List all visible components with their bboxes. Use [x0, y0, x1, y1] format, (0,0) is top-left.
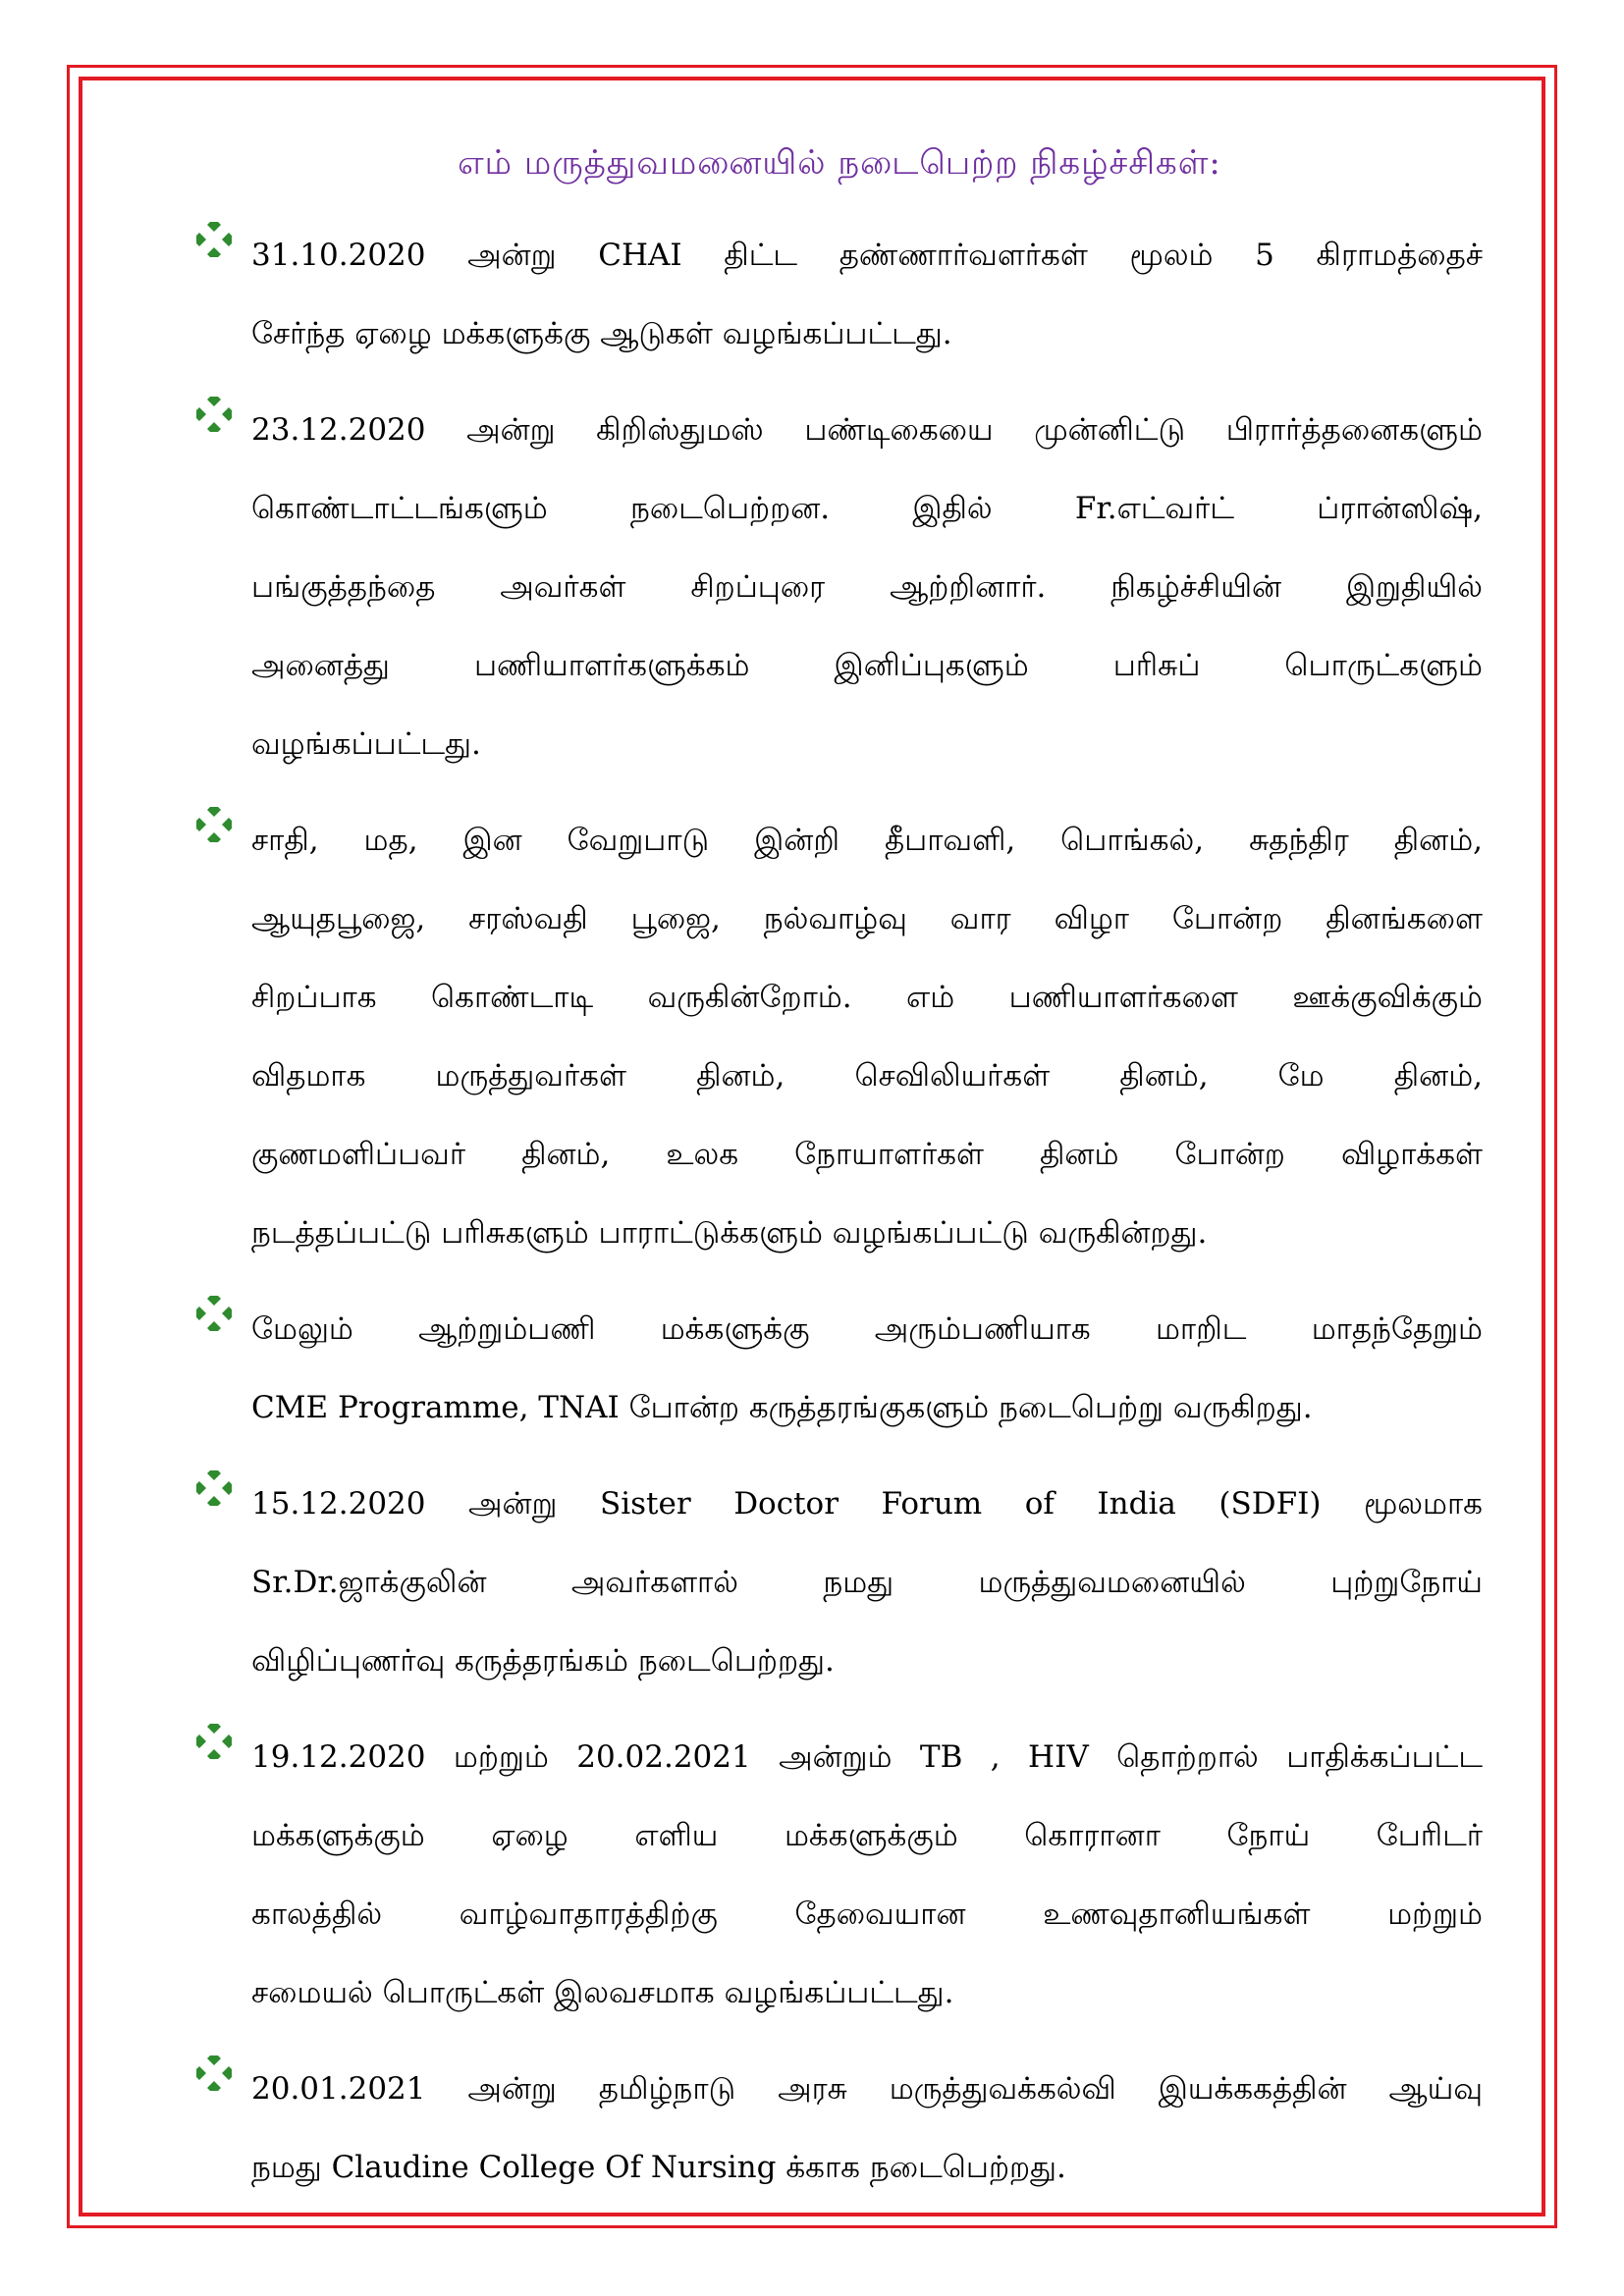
list-item-line: 23.12.2020 அன்று கிறிஸ்துமஸ் பண்டிகையை முன்னிட்டு பிரார்த்தனைகளும் [251, 412, 1483, 448]
list-item [196, 1718, 1483, 2032]
list-item-line: மேலும் ஆற்றும்பணி மக்களுக்கு அரும்பணியாக மாறிட மாதந்தேறும் [251, 1311, 1483, 1347]
list-item [196, 391, 1483, 783]
document-page [196, 128, 1483, 2224]
list-item-line: சாதி, மத, இன வேறுபாடு இன்றி தீபாவளி, பொங்கல், சுதந்திர தினம், [251, 823, 1483, 858]
list-item-line: கொண்டாட்டங்களும் நடைபெற்றன. இதில் Fr.எட்வர்ட் ப்ரான்ஸிஷ், [251, 491, 1483, 526]
list-item-line: விதமாக மருத்துவர்கள் தினம், செவிலியர்கள் தினம், மே தினம், [251, 1058, 1483, 1094]
list-item-line: குணமளிப்பவர் தினம், உலக நோயாளர்கள் தினம் போன்ற விழாக்கள் [251, 1137, 1483, 1172]
list-item-line: 31.10.2020 அன்று CHAI திட்ட தண்ணார்வளர்கள் மூலம் 5 கிராமத்தைச் [251, 238, 1483, 273]
diamond-bullet-icon [196, 397, 232, 432]
list-item [196, 1290, 1483, 1447]
list-item-line: சமையல் பொருட்கள் இலவசமாக வழங்கப்பட்டது. [251, 1975, 954, 2010]
list-item-line: பங்குத்தந்தை அவர்கள் சிறப்புரை ஆற்றினார். நிகழ்ச்சியின் இறுதியில் [251, 569, 1483, 605]
list-item [196, 1465, 1483, 1700]
list-item-line: நமது Claudine College Of Nursing க்காக நடைபெற்றது. [251, 2150, 1066, 2185]
list-item-line: ஆயுதபூஜை, சரஸ்வதி பூஜை, நல்வாழ்வு வார விழா போன்ற தினங்களை [251, 901, 1483, 936]
list-item-line: CME Programme, TNAI போன்ற கருத்தரங்குகளும் நடைபெற்று வருகிறது. [251, 1390, 1313, 1425]
list-item-line: சேர்ந்த ஏழை மக்களுக்கு ஆடுகள் வழங்கப்பட்டது. [251, 316, 952, 351]
list-item [196, 216, 1483, 373]
list-item-line: காலத்தில் வாழ்வாதாரத்திற்கு தேவையான உணவுதானியங்கள் மற்றும் [251, 1896, 1483, 1932]
list-item-line: அனைத்து பணியாளர்களுக்கம் இனிப்புகளும் பரிசுப் பொருட்களும் [251, 648, 1483, 683]
list-item-line: 15.12.2020 அன்று Sister Doctor Forum of India (SDFI) மூலமாக [251, 1486, 1483, 1522]
list-item-line: Sr.Dr.ஜாக்குலின் அவர்களால் நமது மருத்துவமனையில் புற்றுநோய் [251, 1565, 1483, 1600]
list-item-line: விழிப்புணர்வு கருத்தரங்கம் நடைபெற்றது. [251, 1643, 835, 1679]
diamond-bullet-icon [196, 1724, 232, 1759]
page-title: எம் மருத்துவமனையில் நடைபெற்ற நிகழ்ச்சிகள்: [458, 143, 1221, 183]
events-list [196, 216, 1483, 2207]
list-item-line: மக்களுக்கும் ஏழை எளிய மக்களுக்கும் கொரானா நோய் பேரிடர் [251, 1818, 1483, 1853]
list-item [196, 801, 1483, 1272]
diamond-bullet-icon [196, 1296, 232, 1331]
diamond-bullet-icon [196, 222, 232, 257]
list-item [196, 2050, 1483, 2207]
list-item-line: 19.12.2020 மற்றும் 20.02.2021 அன்றும் TB , HIV தொற்றால் பாதிக்கப்பட்ட [251, 1739, 1483, 1775]
diamond-bullet-icon [196, 807, 232, 842]
list-item-line: நடத்தப்பட்டு பரிசுகளும் பாராட்டுக்களும் வழங்கப்பட்டு வருகின்றது. [251, 1215, 1208, 1251]
list-item-line: 20.01.2021 அன்று தமிழ்நாடு அரசு மருத்துவக்கல்வி இயக்ககத்தின் ஆய்வு [251, 2071, 1483, 2107]
list-item-line: வழங்கப்பட்டது. [251, 726, 481, 762]
diamond-bullet-icon [196, 1470, 232, 1506]
diamond-bullet-icon [196, 2056, 232, 2091]
list-item-line: சிறப்பாக கொண்டாடி வருகின்றோம். எம் பணியாளர்களை ஊக்குவிக்கும் [251, 980, 1483, 1015]
